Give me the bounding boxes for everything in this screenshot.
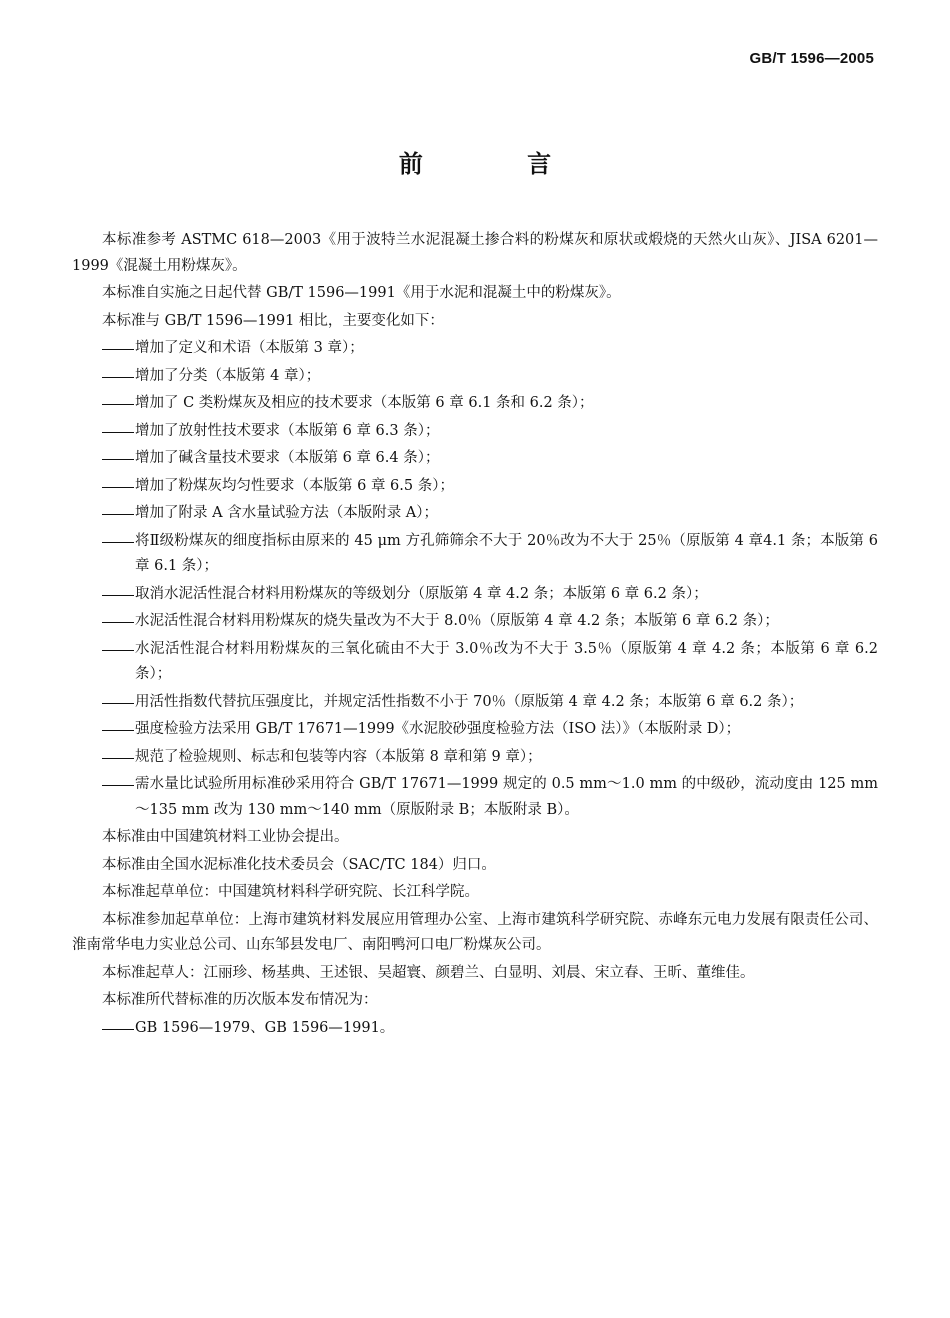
paragraph-committee: 本标准由全国水泥标准化技术委员会（SAC/TC 184）归口。 bbox=[102, 856, 496, 873]
change-item-text: 增加了定义和术语（本版第 3 章）； bbox=[135, 340, 364, 356]
change-item bbox=[102, 446, 878, 472]
change-item bbox=[102, 772, 878, 823]
paragraph-drafters: 本标准起草人：江丽珍、杨基典、王述银、吴超寰、颜碧兰、白显明、刘晨、宋立春、王昕、董维佳。 bbox=[102, 964, 755, 981]
paragraph-changes-intro: 本标准与 GB/T 1596—1991 相比，主要变化如下： bbox=[102, 312, 444, 329]
change-item-text: 水泥活性混合材料用粉煤灰的烧失量改为不大于 8.0％（原版第 4 章 4.2 条；本版第 6 章 6.2 条）； bbox=[135, 613, 779, 629]
standard-code: GB/T 1596—2005 bbox=[749, 50, 874, 67]
change-item-text: 强度检验方法采用 GB/T 17671—1999《水泥胶砂强度检验方法（ISO 法）》（本版附录 D）； bbox=[135, 721, 741, 737]
change-item-text: 将Ⅱ级粉煤灰的细度指标由原来的 45 μm 方孔筛筛余不大于 20％改为不大于 25％（原版第 4 章4.1 条；本版第 6 章 6.1 条）； bbox=[135, 532, 878, 574]
change-item-text: 增加了碱含量技术要求（本版第 6 章 6.4 条）； bbox=[135, 450, 440, 466]
change-item bbox=[102, 582, 878, 608]
change-item bbox=[102, 391, 878, 417]
change-item-text: 增加了粉煤灰均匀性要求（本版第 6 章 6.5 条）； bbox=[135, 477, 454, 494]
change-item-text: 水泥活性混合材料用粉煤灰的三氧化硫由不大于 3.0％改为不大于 3.5％（原版第 4 章 4.2 条；本版第 6 章 6.2 条）； bbox=[135, 640, 878, 682]
change-item bbox=[102, 609, 878, 635]
paragraph-reference-standards: 本标准参考 ASTMC 618—2003《用于波特兰水泥混凝土掺合料的粉煤灰和原状或煅烧的天然火山灰》、JISA 6201—1999《混凝土用粉煤灰》。 bbox=[72, 232, 878, 274]
change-item-text: 规范了检验规则、标志和包装等内容（本版第 8 章和第 9 章）； bbox=[135, 748, 542, 765]
change-item bbox=[102, 637, 878, 688]
change-item-text: 用活性指数代替抗压强度比，并规定活性指数不小于 70％（原版第 4 章 4.2 条；本版第 6 章 6.2 条）； bbox=[135, 693, 804, 710]
foreword-body bbox=[72, 228, 878, 1043]
page-title: 前 言 bbox=[398, 150, 600, 178]
change-item bbox=[102, 745, 878, 771]
change-item bbox=[102, 364, 878, 390]
change-item-text: 需水量比试验所用标准砂采用符合 GB/T 17671—1999 规定的 0.5 mm～1.0 mm 的中级砂，流动度由 125 mm～135 mm 改为 130 mm～140 mm（原版附录 B；本版附录 B）。 bbox=[135, 776, 878, 818]
paragraph-proposer: 本标准由中国建筑材料工业协会提出。 bbox=[102, 829, 349, 845]
paragraph-participating-units: 本标准参加起草单位：上海市建筑材料发展应用管理办公室、上海市建筑科学研究院、赤峰东元电力发展有限责任公司、淮南常华电力实业总公司、山东邹县发电厂、南阳鸭河口电厂粉煤灰公司。 bbox=[72, 911, 878, 953]
paragraph-drafting-units: 本标准起草单位：中国建筑材料科学研究院、长江科学院。 bbox=[102, 884, 479, 900]
change-item bbox=[102, 529, 878, 580]
change-item bbox=[102, 336, 878, 362]
change-item bbox=[102, 717, 878, 743]
change-item-text: 增加了分类（本版第 4 章）； bbox=[135, 367, 321, 384]
change-item bbox=[102, 690, 878, 716]
change-item bbox=[102, 501, 878, 527]
history-item-text: GB 1596—1979、GB 1596—1991。 bbox=[135, 1019, 395, 1036]
change-item-text: 增加了附录 A 含水量试验方法（本版附录 A）； bbox=[135, 505, 439, 521]
change-item bbox=[102, 419, 878, 445]
history-item bbox=[102, 1016, 878, 1042]
change-item-text: 增加了 C 类粉煤灰及相应的技术要求（本版第 6 章 6.1 条和 6.2 条）； bbox=[135, 395, 594, 411]
change-item-text: 增加了放射性技术要求（本版第 6 章 6.3 条）； bbox=[135, 422, 440, 439]
change-item bbox=[102, 474, 878, 500]
paragraph-replacement: 本标准自实施之日起代替 GB/T 1596—1991《用于水泥和混凝土中的粉煤灰》。 bbox=[102, 285, 621, 301]
paragraph-history-intro: 本标准所代替标准的历次版本发布情况为： bbox=[102, 992, 378, 1008]
change-item-text: 取消水泥活性混合材料用粉煤灰的等级划分（原版第 4 章 4.2 条；本版第 6 章 6.2 条）； bbox=[135, 585, 708, 602]
